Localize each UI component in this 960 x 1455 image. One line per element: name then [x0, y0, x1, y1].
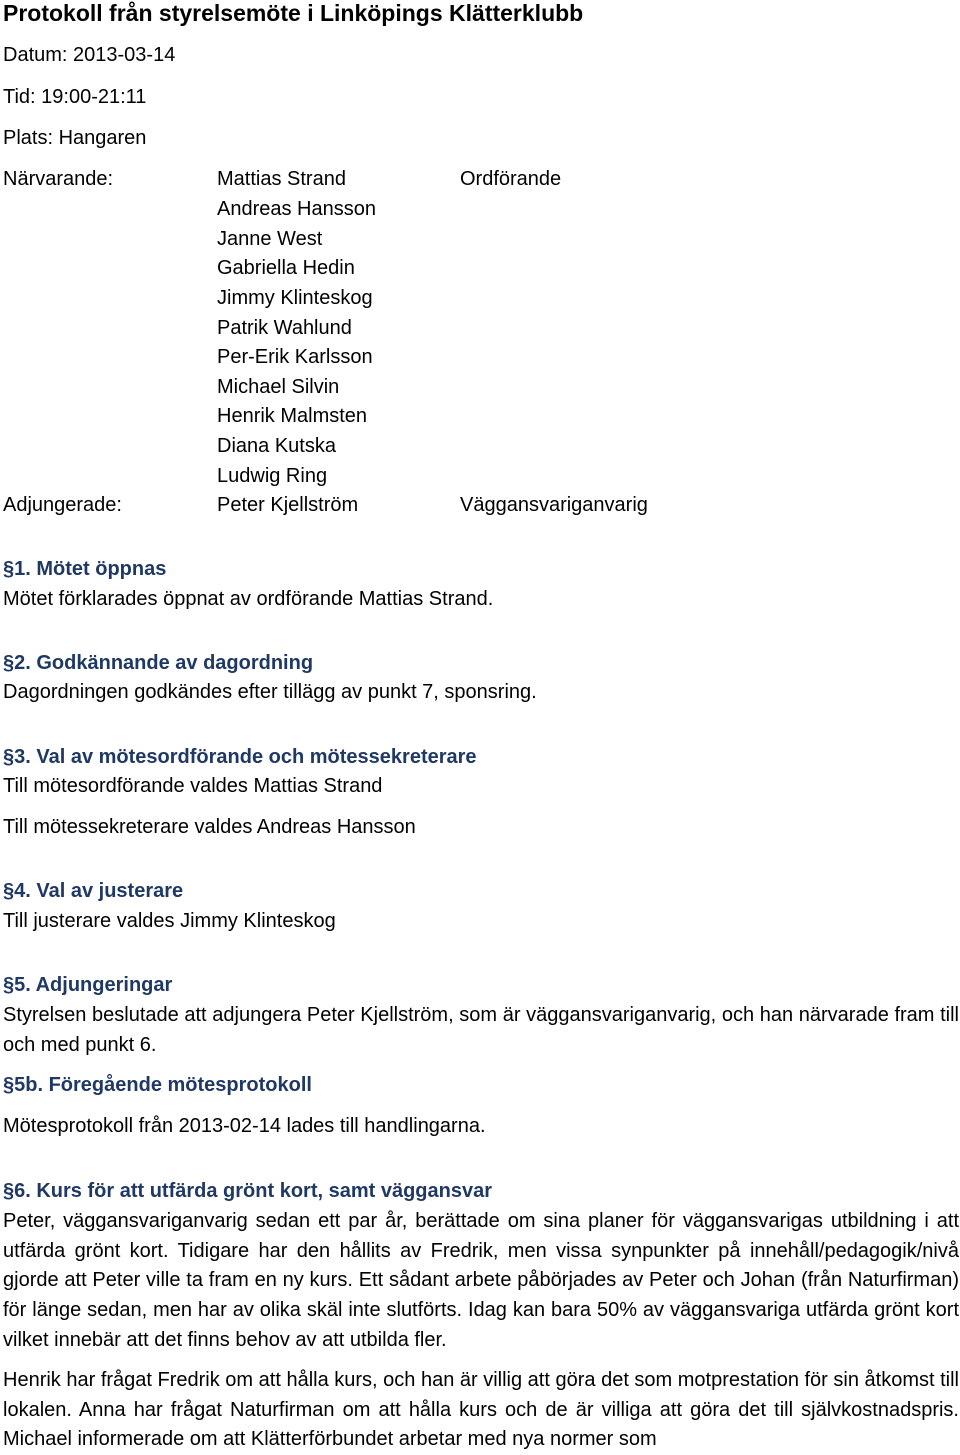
section-heading: §1. Mötet öppnas: [3, 558, 167, 580]
section-text: Till mötessekreterare valdes Andreas Hansson: [3, 816, 416, 838]
attendee-name: Mattias Strand: [217, 168, 346, 190]
section-text: Mötet förklarades öppnat av ordförande Mattias Strand.: [3, 588, 494, 610]
section-text: Till mötesordförande valdes Mattias Strand: [3, 775, 383, 797]
section-heading: §6. Kurs för att utfärda grönt kort, samt väggansvar: [3, 1180, 493, 1202]
attendee-name: Diana Kutska: [217, 435, 336, 457]
attendee-name: Ludwig Ring: [217, 465, 328, 487]
section-text: Dagordningen godkändes efter tillägg av punkt 7, sponsring.: [3, 681, 537, 703]
attendee-name: Jimmy Klinteskog: [217, 287, 373, 309]
section-heading: §5. Adjungeringar: [3, 974, 173, 996]
adjunct-role: Väggansvariganvarig: [460, 494, 648, 516]
section-heading: §3. Val av mötesordförande och mötessekreterare: [3, 746, 477, 768]
attendee-name: Patrik Wahlund: [217, 317, 352, 339]
section-paragraph: Styrelsen beslutade att adjungera Peter Kjellström, som är väggansvariganvarig, och han närvarade fram till och med punkt 6.: [3, 1004, 959, 1056]
attendee-name: Henrik Malmsten: [217, 405, 368, 427]
attendee-role: Ordförande: [460, 168, 562, 190]
attendee-name: Gabriella Hedin: [217, 257, 355, 279]
attendee-name: Janne West: [217, 228, 323, 250]
attendee-name: Michael Silvin: [217, 376, 340, 398]
section-heading: §4. Val av justerare: [3, 880, 184, 902]
meeting-place: Plats: Hangaren: [3, 127, 147, 149]
section-heading: §5b. Föregående mötesprotokoll: [3, 1074, 312, 1096]
meeting-date: Datum: 2013-03-14: [3, 44, 176, 66]
adjunct-name: Peter Kjellström: [217, 494, 359, 516]
section-text: Mötesprotokoll från 2013-02-14 lades till handlingarna.: [3, 1115, 486, 1137]
adjunct-label: Adjungerade:: [3, 494, 122, 516]
document-title: Protokoll från styrelsemöte i Linköpings Klätterklubb: [3, 0, 584, 26]
section-text: Till justerare valdes Jimmy Klinteskog: [3, 910, 336, 932]
section-heading: §2. Godkännande av dagordning: [3, 652, 314, 674]
section-paragraph: Henrik har frågat Fredrik om att hålla kurs, och han är villig att göra det som motprestation för sin åtkomst till lokalen. Anna har frågat Naturfirman om att hålla kurs och de är villiga att göra det till självkostnadspris. Michael informerade om att Klätterförbundet arbetar med nya normer som: [3, 1369, 959, 1451]
section-paragraph: Peter, väggansvariganvarig sedan ett par år, berättade om sina planer för väggansvarigas utbildning i att utfärda grönt kort. Tidigare har den hållits av Fredrik, men vissa synpunkter på innehåll/pedagogik/nivå gjorde att Peter ville ta fram en ny kurs. Ett sådant arbete påbörjades av Peter och Johan (från Naturfirman) för länge sedan, men har av olika skäl inte slutförts. Idag kan bara 50% av väggansvariga utfärda grönt kort vilket innebär att det finns behov av att utbilda fler.: [3, 1210, 959, 1351]
attendee-name: Andreas Hansson: [217, 198, 376, 220]
attendee-name: Per-Erik Karlsson: [217, 346, 373, 368]
present-label: Närvarande:: [3, 168, 114, 190]
meeting-time: Tid: 19:00-21:11: [3, 86, 147, 108]
